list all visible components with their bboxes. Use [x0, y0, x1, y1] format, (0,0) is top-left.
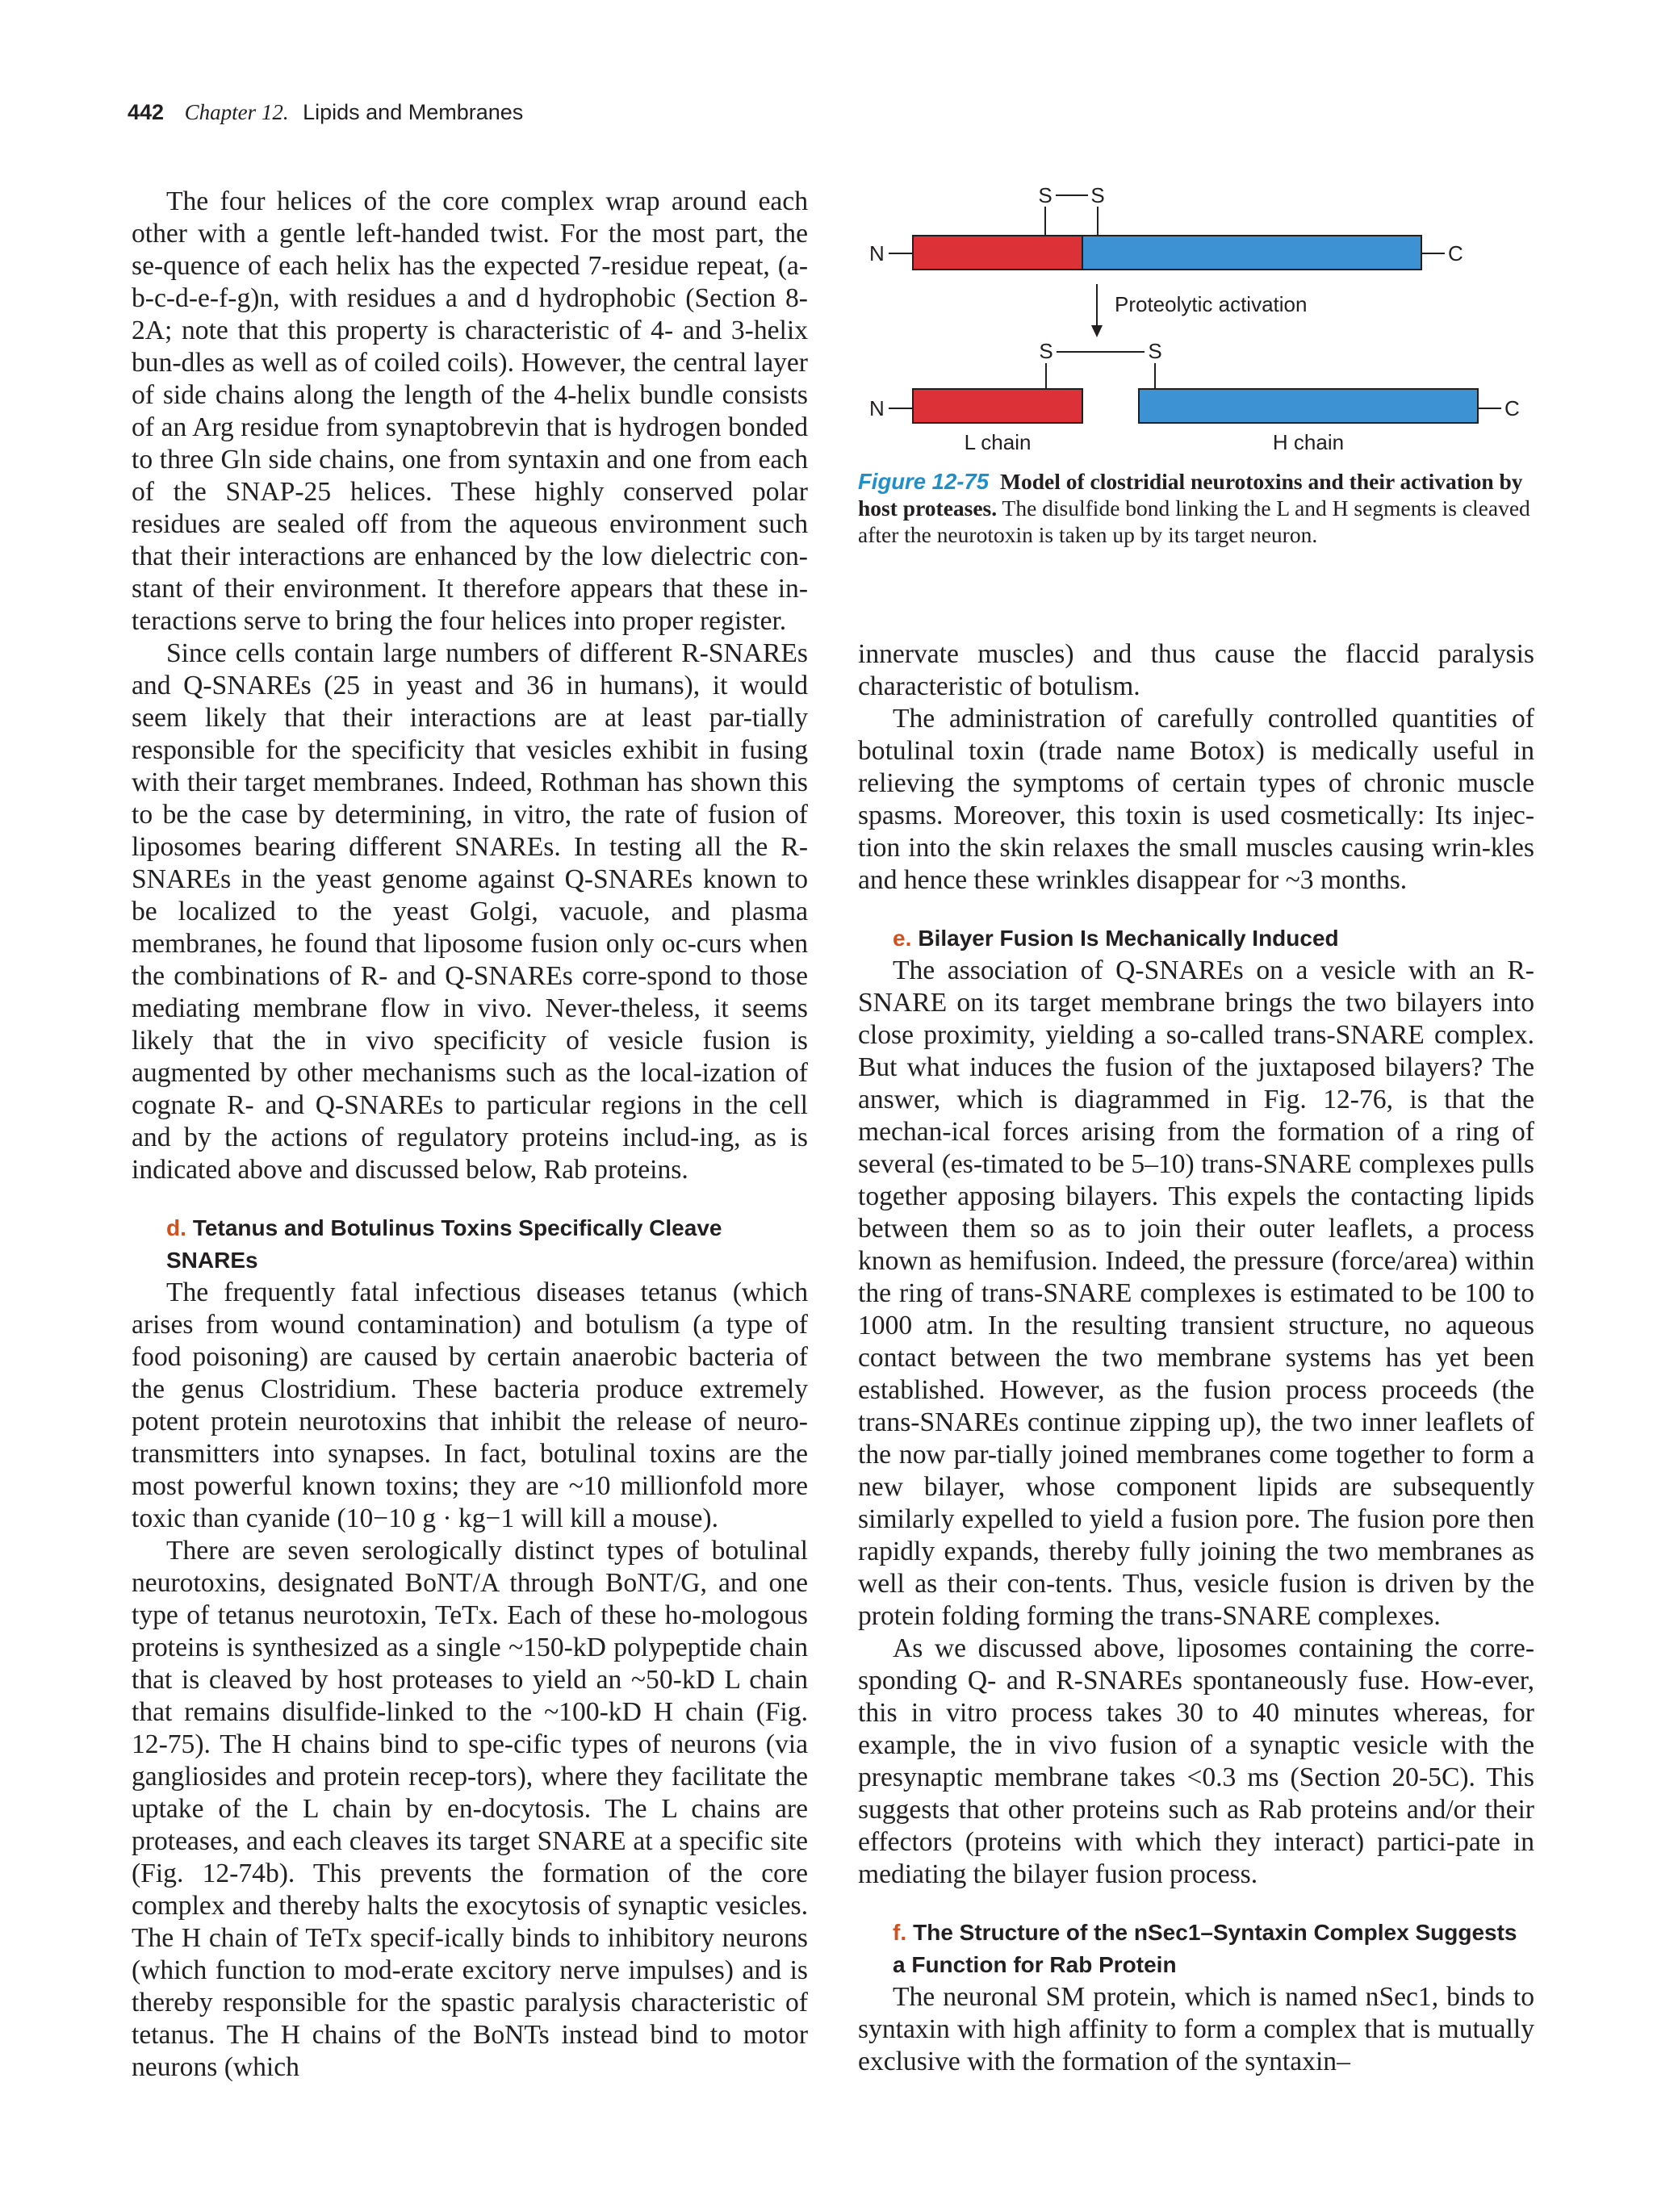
left-paragraph-2: Since cells contain large numbers of different R-SNAREs and Q-SNAREs (25 in yeast and 36 in humans), it would seem likely that their interactions are at least par-tially responsible for the specificity that vesicles exhibit in fusing with their target membranes. Indeed, Rothman has shown this to be the case by determining, in vitro, the rate of fusion of liposomes bearing different SNAREs. In testing all the R-SNAREs in the yeast genome against Q-SNAREs known to be localized to the yeast Golgi, vacuole, and plasma membranes, he found that liposome fusion only oc-curs when the combinations of R- and Q-SNAREs corre-spond to those mediating membrane flow in vivo. Never-theless, it seems likely that the in vivo specificity of vesicle fusion is augmented by other mechanisms such as the local-ization of cognate R- and Q-SNAREs to particular regions in the cell and by the actions of regulatory proteins includ-ing, as is indicated above and discussed below, Rab proteins.	[132, 638, 808, 1185]
page-number: 442	[128, 100, 165, 124]
section-f-heading	[858, 1917, 1534, 1981]
disulfide-s-left-bottom: S	[1039, 339, 1053, 363]
figure-title: Model of clostridial neurotoxins and their activation by host proteases.	[858, 469, 1523, 521]
h-chain-bar	[1139, 389, 1478, 423]
right-paragraph-5: The neuronal SM protein, which is named nSec1, binds to syntaxin with high affinity to form a complex that is mutually exclusive with the formation of the syntaxin–	[858, 1982, 1534, 2076]
h-chain-label: H chain	[1272, 430, 1345, 454]
section-e-heading	[858, 922, 1534, 955]
figure-caption-text: The disulfide bond linking the L and H segments is cleaved after the neurotoxin is taken up by its target neuron.	[858, 496, 1530, 547]
chapter-title: Lipids and Membranes	[303, 100, 524, 124]
c-terminus-bottom: C	[1504, 396, 1520, 420]
section-d-heading	[132, 1212, 808, 1277]
right-paragraph-3: The association of Q-SNAREs on a vesicle with an R-SNARE on its target membrane brings the two bilayers into close proximity, yielding a so-called trans-SNARE complex. But what induces the fusion of the juxtaposed bilayers? The answer, which is diagrammed in Fig. 12-76, is that the mechan-ical forces arising from the formation of a ring of several (es-timated to be 5–10) trans-SNARE complexes pulls together apposing bilayers. This expels the contacting lipids between them so as to join their outer leaflets, a process known as hemifusion. Indeed, the pressure (force/area) within the ring of trans-SNARE complexes is estimated to be 100 to 1000 atm. In the resulting transient structure, no aqueous contact between the two membrane systems has yet been established. However, as the fusion process proceeds (the trans-SNAREs continue zipping up), the two inner leaflets of the now par-tially joined membranes come together to form a new bilayer, whose component lipids are subsequently similarly expelled to yield a fusion pore. The fusion pore then rapidly expands, thereby fully joining the two membranes as well as their con-tents. Thus, vesicle fusion is driven by the protein folding forming the trans-SNARE complexes.	[858, 955, 1534, 1631]
left-paragraph-3: The frequently fatal infectious diseases tetanus (which arises from wound contamination) and botulism (a type of food poisoning) are caused by certain anaerobic bacteria of the genus Clostridium. These bacteria produce extremely potent protein neurotoxins that inhibit the release of neuro-transmitters into synapses. In fact, botulinal toxins are the most powerful known toxins; they are ~10 millionfold more toxic than cyanide (10−10 g · kg−1 will kill a mouse).	[132, 1277, 808, 1533]
left-column	[132, 186, 808, 2084]
chapter-number: Chapter 12.	[184, 100, 289, 124]
disulfide-s-left-top: S	[1038, 183, 1052, 207]
l-segment-uncleaved	[913, 236, 1082, 270]
figure-caption	[858, 468, 1534, 548]
n-terminus-top: N	[869, 241, 885, 266]
neurotoxin-diagram	[858, 179, 1536, 462]
section-e-letter: e.	[893, 926, 912, 951]
left-paragraph-1: The four helices of the core complex wrap around each other with a gentle left-handed twist. For the most part, the se-quence of each helix has the expected 7-residue repeat, (a-b-c-d-e-f-g)n, with residues a and d hydrophobic (Section 8-2A; note that this property is characteristic of 4- and 3-helix bun-dles as well as of coiled coils). However, the central layer of side chains along the length of the 4-helix bundle consists of an Arg residue from synaptobrevin that is hydrogen bonded to three Gln side chains, one from syntaxin and one from each of the SNAP-25 helices. These highly conserved polar residues are sealed off from the aqueous environment such that their interactions are enhanced by the low dielectric con-stant of their environment. It therefore appears that these in-teractions serve to bring the four helices into proper register.	[132, 186, 808, 636]
figure-label: Figure 12-75	[858, 469, 990, 494]
section-f-letter: f.	[893, 1920, 907, 1945]
activation-arrow-head	[1091, 325, 1103, 337]
right-column	[858, 638, 1534, 2078]
section-f-title: The Structure of the nSec1–Syntaxin Complex Suggests a Function for Rab Protein	[893, 1920, 1517, 1977]
running-header	[128, 100, 523, 125]
right-paragraph-1: innervate muscles) and thus cause the flaccid paralysis characteristic of botulism.	[858, 639, 1534, 701]
n-terminus-bottom: N	[869, 396, 885, 420]
section-d-letter: d.	[166, 1215, 186, 1240]
left-paragraph-4: There are seven serologically distinct types of botulinal neurotoxins, designated BoNT/A through BoNT/G, and one type of tetanus neurotoxin, TeTx. Each of these ho-mologous proteins is synthesized as a single ~150-kD polypeptide chain that is cleaved by host proteases to yield an ~50-kD L chain that remains disulfide-linked to the ~100-kD H chain (Fig. 12-75). The H chains bind to spe-cific types of neurons (via gangliosides and protein recep-tors), where they facilitate the uptake of the L chain by en-docytosis. The L chains are proteases, and each cleaves its target SNARE at a specific site (Fig. 12-74b). This prevents the formation of the core complex and thereby halts the exocytosis of synaptic vesicles. The H chain of TeTx specif-ically binds to inhibitory neurons (which function to mod-erate excitory nerve impulses) and is thereby responsible for the spastic paralysis characteristic of tetanus. The H chains of the BoNTs instead bind to motor neurons (which	[132, 1536, 808, 2082]
l-chain-bar	[913, 389, 1082, 423]
proteolytic-activation-label: Proteolytic activation	[1115, 292, 1308, 316]
right-paragraph-4: As we discussed above, liposomes containing the corre-sponding Q- and R-SNAREs spontaneously fuse. How-ever, this in vitro process takes 30 to 40 minutes whereas, for example, the in vivo fusion of a synaptic vesicle with the presynaptic membrane takes <0.3 ms (Section 20-5C). This suggests that other proteins such as Rab proteins and/or their effectors (proteins with which they interact) partici-pate in mediating the bilayer fusion process.	[858, 1633, 1534, 1889]
disulfide-s-right-top: S	[1090, 183, 1105, 207]
right-paragraph-2: The administration of carefully controlled quantities of botulinal toxin (trade name Botox) is medically useful in relieving the symptoms of certain types of chronic muscle spasms. Moreover, this toxin is used cosmetically: Its injec-tion into the skin relaxes the small muscles causing wrin-kles and hence these wrinkles disappear for ~3 months.	[858, 704, 1534, 895]
h-segment-uncleaved	[1082, 236, 1421, 270]
disulfide-s-right-bottom: S	[1148, 339, 1162, 363]
c-terminus-top: C	[1448, 241, 1463, 266]
l-chain-label: L chain	[964, 430, 1032, 454]
section-d-title: Tetanus and Botulinus Toxins Specifically Cleave SNAREs	[166, 1215, 722, 1273]
section-e-title: Bilayer Fusion Is Mechanically Induced	[918, 926, 1339, 951]
